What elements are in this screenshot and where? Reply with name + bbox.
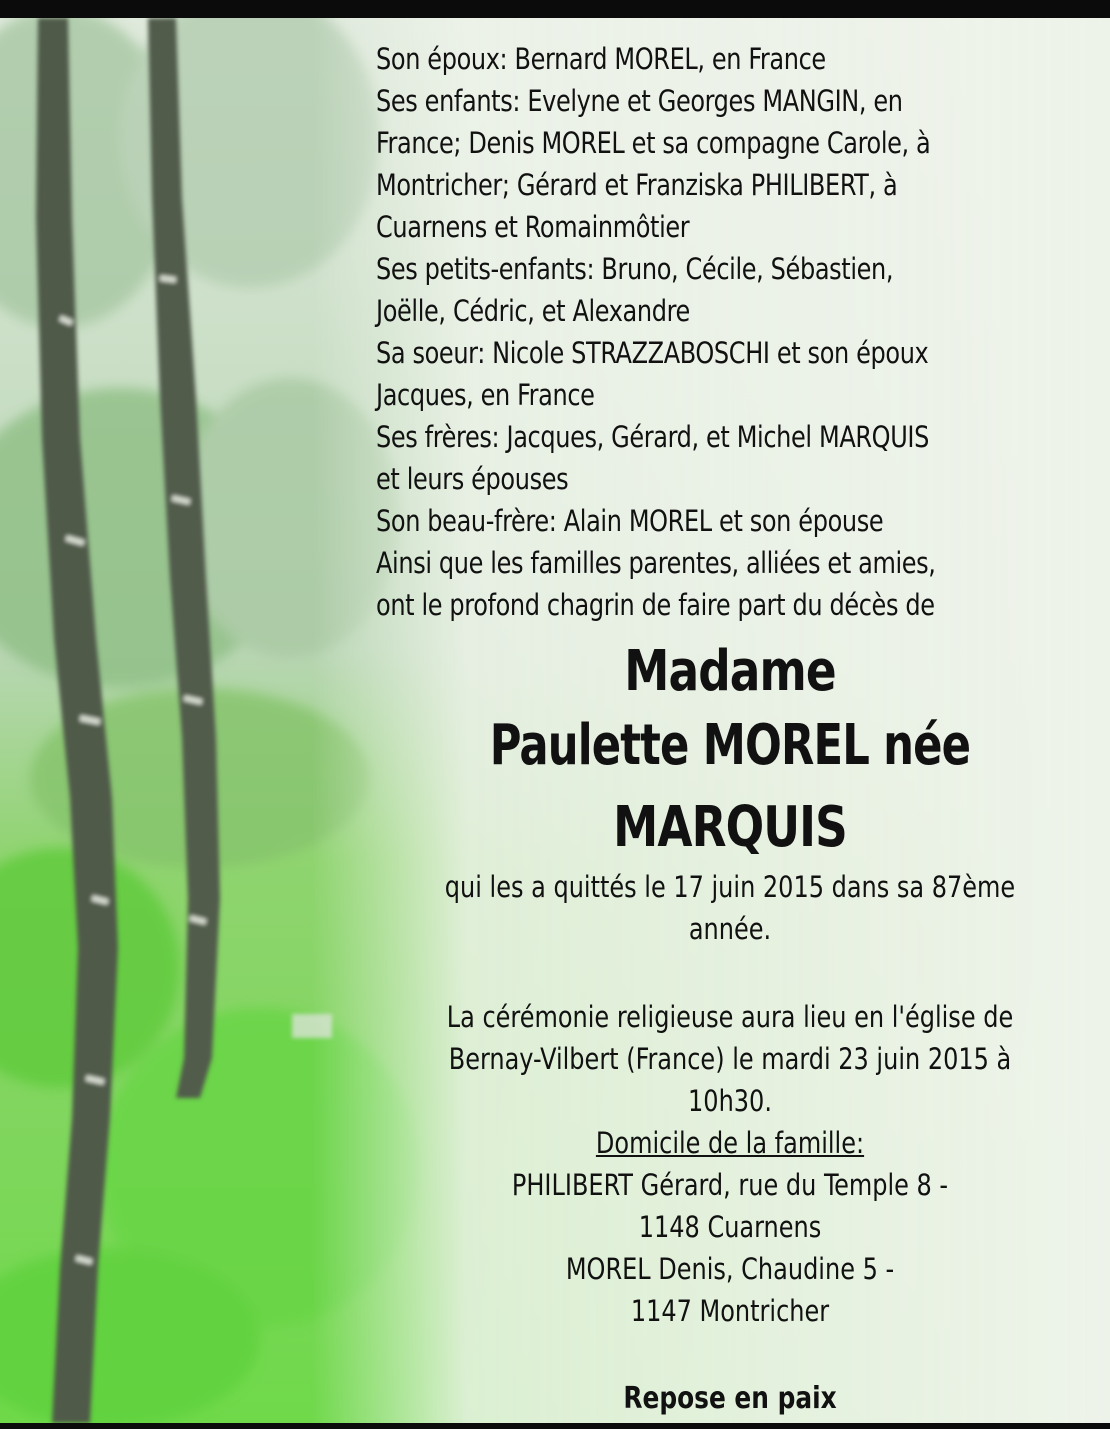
domicile-line: 1148 Cuarnens xyxy=(638,1210,822,1244)
family-domicile xyxy=(350,1122,1110,1332)
family-line: Ses enfants: Evelyne et Georges MANGIN, en xyxy=(376,84,903,118)
passing-line: qui les a quittés le 17 juin 2015 dans sa 87ème xyxy=(444,870,1016,904)
domicile-line: PHILIBERT Gérard, rue du Temple 8 - xyxy=(511,1168,949,1202)
family-line: Montricher; Gérard et Franziska PHILIBERT, à xyxy=(376,168,898,202)
ceremony-line: 10h30. xyxy=(688,1084,772,1118)
ceremony-notice xyxy=(350,996,1110,1122)
family-line: Son époux: Bernard MOREL, en France xyxy=(376,42,826,76)
domicile-label: Domicile de la famille: xyxy=(595,1126,865,1160)
family-line: et leurs épouses xyxy=(376,462,569,496)
family-line: Cuarnens et Romainmôtier xyxy=(376,210,690,244)
family-line: Ses petits-enfants: Bruno, Cécile, Sébastien, xyxy=(376,252,894,286)
family-line: France; Denis MOREL et sa compagne Carole, à xyxy=(376,126,931,160)
domicile-line: MOREL Denis, Chaudine 5 - xyxy=(565,1252,895,1286)
family-line: ont le profond chagrin de faire part du décès de xyxy=(376,588,935,622)
passing-line: année. xyxy=(688,912,772,946)
deceased-maiden-name: MARQUIS xyxy=(613,795,847,860)
ceremony-line: Bernay-Vilbert (France) le mardi 23 juin 2015 à xyxy=(448,1042,1012,1076)
deceased-honorific: Madame xyxy=(624,639,836,704)
family-line: Son beau-frère: Alain MOREL et son épouse xyxy=(376,504,884,538)
deceased-name: Paulette MOREL née xyxy=(489,713,971,778)
passing-notice xyxy=(350,866,1110,950)
domicile-line: 1147 Montricher xyxy=(630,1294,830,1328)
family-line: Sa soeur: Nicole STRAZZABOSCHI et son époux xyxy=(376,336,929,370)
family-line: Ses frères: Jacques, Gérard, et Michel MARQUIS xyxy=(376,420,930,454)
family-line: Ainsi que les familles parentes, alliées et amies, xyxy=(376,546,936,580)
ceremony-line: La cérémonie religieuse aura lieu en l'église de xyxy=(446,1000,1014,1034)
family-line: Jacques, en France xyxy=(376,378,595,412)
closing-phrase: Repose en paix xyxy=(623,1381,837,1416)
bottom-border xyxy=(0,1423,1110,1429)
family-line: Joëlle, Cédric, et Alexandre xyxy=(376,294,690,328)
top-border xyxy=(0,0,1110,18)
family-list xyxy=(376,38,1096,626)
